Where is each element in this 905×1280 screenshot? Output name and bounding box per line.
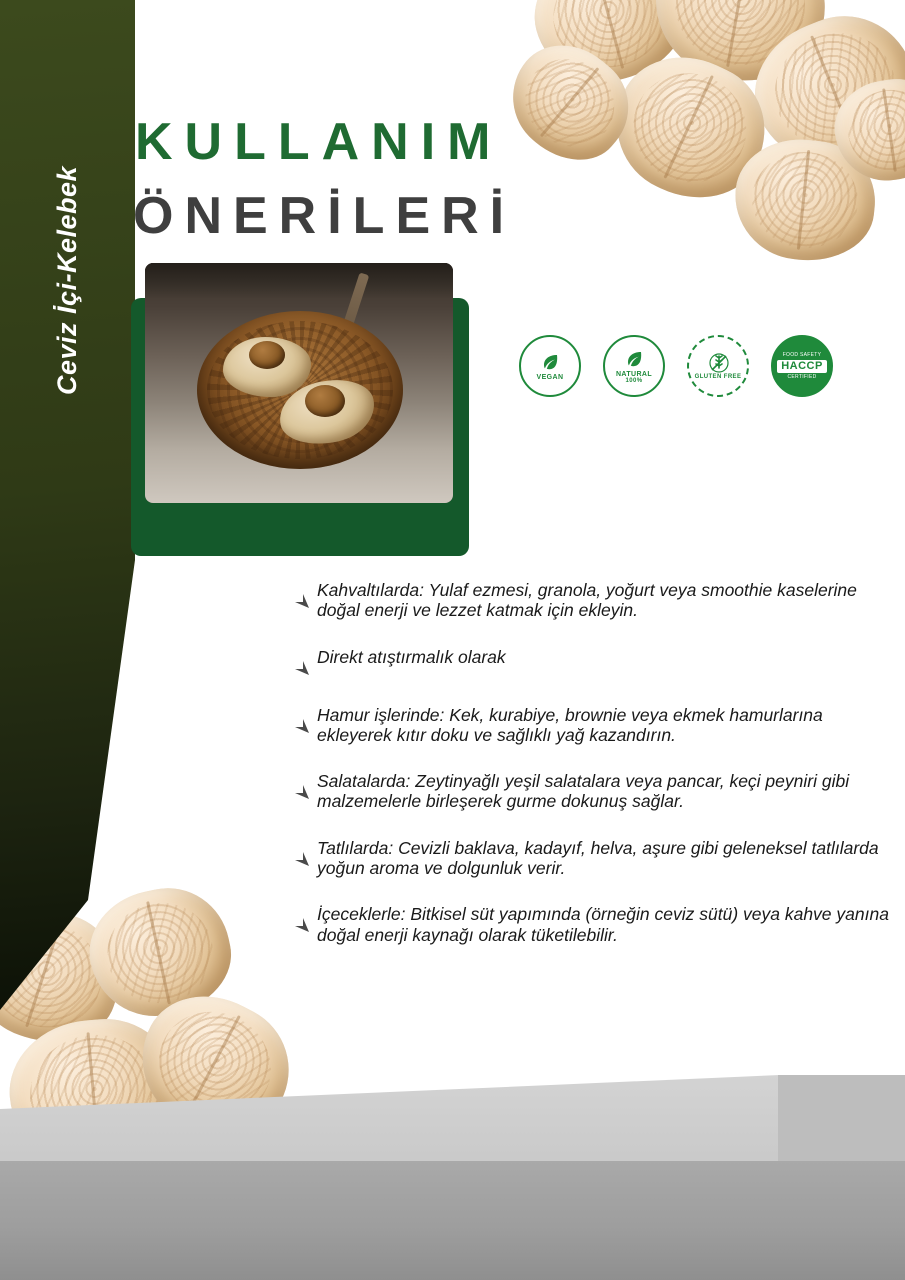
- leaf-icon: [540, 352, 560, 372]
- list-item: [283, 580, 898, 621]
- badge-vegan: [519, 335, 581, 397]
- badge-gluten-free: [687, 335, 749, 397]
- list-item: [283, 705, 898, 746]
- arrow-down-right-icon: [283, 773, 313, 803]
- badge-vegan-label: VEGAN: [536, 373, 564, 381]
- side-band-title: [0, 0, 135, 560]
- list-item-text: Tatlılarda: Cevizli baklava, kadayıf, helva, aşure gibi geleneksel tatlılarda yoğun aroma ve dolgunluk verir.: [317, 837, 879, 879]
- usage-suggestions-list: [283, 580, 898, 971]
- list-item-text: Kahvaltılarda: Yulaf ezmesi, granola, yoğurt veya smoothie kaselerine doğal enerji ve lezzet katmak için ekleyin.: [317, 580, 857, 621]
- badge-haccp-sub: CERTIFIED: [787, 373, 817, 380]
- certification-badges: [519, 335, 833, 397]
- badge-haccp: [771, 335, 833, 397]
- list-item-text: Direkt atıştırmalık olarak: [317, 646, 506, 667]
- badge-natural-label: NATURAL: [615, 370, 653, 378]
- page-title-line2: ÖNERİLERİ: [133, 187, 516, 245]
- arrow-down-right-icon: [283, 840, 313, 870]
- badge-natural-sub: 100%: [625, 377, 643, 384]
- walnut-dessert-photo: [145, 263, 453, 503]
- badge-haccp-label: HACCP: [777, 360, 827, 373]
- leaf-icon: [624, 349, 644, 369]
- badge-gluten-free-label: GLUTEN FREE: [694, 374, 742, 380]
- arrow-down-right-icon: [283, 649, 313, 679]
- list-item: [283, 904, 898, 945]
- list-item: [283, 838, 898, 879]
- walnut-cluster-top-right: [505, 0, 905, 320]
- wheat-crossed-icon: [708, 352, 728, 372]
- list-item-text: İçeceklerle: Bitkisel süt yapımında (örneğin ceviz sütü) veya kahve yanına doğal enerji kaynağı olarak tüketilebilir.: [317, 904, 889, 945]
- arrow-down-right-icon: [283, 906, 313, 936]
- bottom-platform-graphic: [0, 1075, 905, 1280]
- arrow-down-right-icon: [283, 582, 313, 612]
- list-item-text: Hamur işlerinde: Kek, kurabiye, brownie veya ekmek hamurlarına ekleyerek kıtır doku ve sağlıklı yağ kazandırın.: [317, 704, 823, 745]
- product-name-vertical: Ceviz İçi-Kelebek: [52, 165, 83, 395]
- list-item: [283, 771, 898, 812]
- list-item-text: Salatalarda: Zeytinyağlı yeşil salatalara veya pancar, keçi peyniri gibi malzemelerle birleşerek gurme dokunuş sağlar.: [317, 771, 850, 812]
- list-item: [283, 647, 898, 679]
- badge-natural: [603, 335, 665, 397]
- page-title-line1: KULLANIM: [135, 113, 503, 171]
- badge-haccp-top: FOOD SAFETY: [782, 351, 822, 358]
- arrow-down-right-icon: [283, 707, 313, 737]
